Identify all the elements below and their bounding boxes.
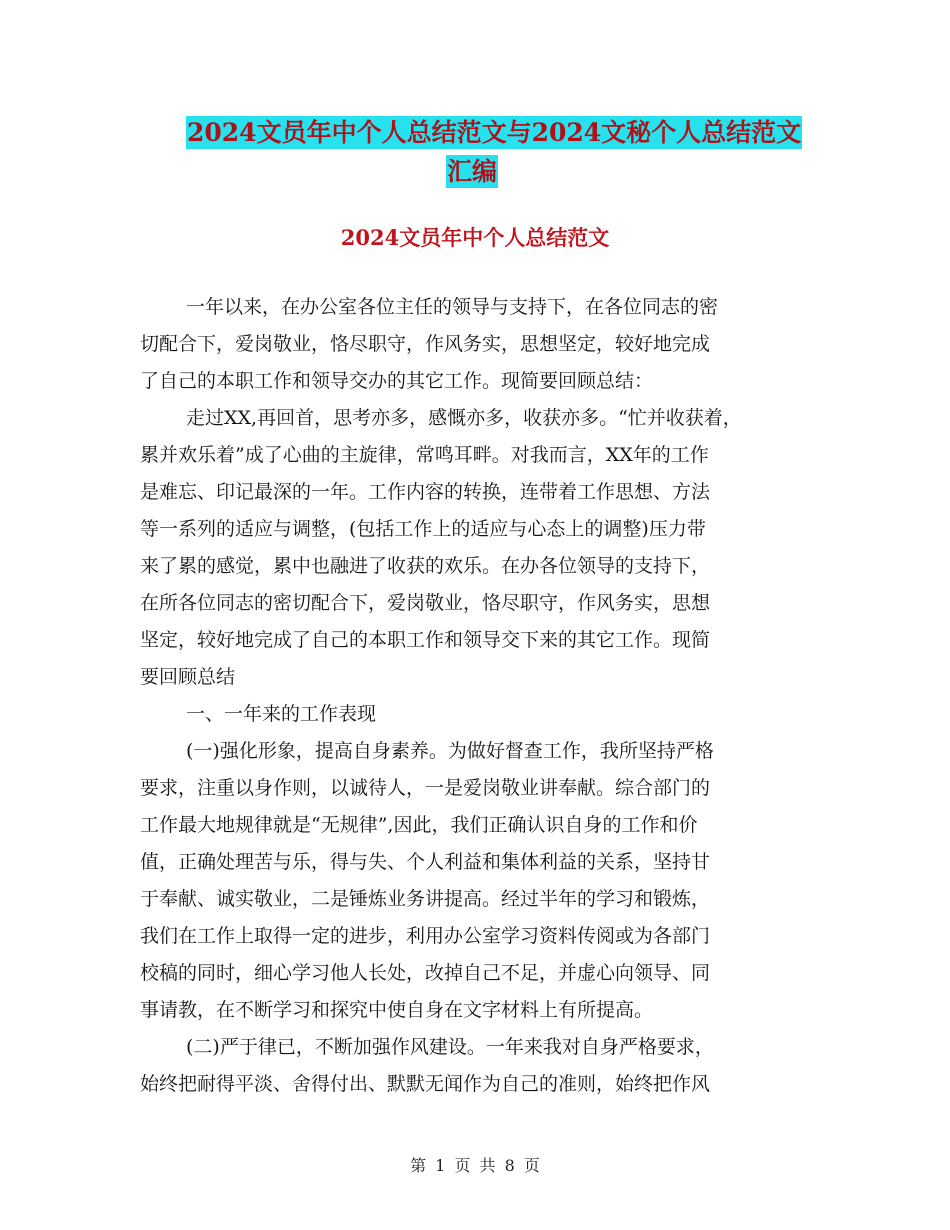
body-line: 校稿的同时，细心学习他人长处，改掉自己不足，并虚心向领导、同: [140, 962, 711, 984]
document-title-line-1: 2024文员年中个人总结范文与2024文秘个人总结范文: [187, 118, 802, 147]
body-line: 事请教，在不断学习和探究中使自身在文字材料上有所提高。: [140, 999, 654, 1021]
body-line: 等一系列的适应与调整，(包括工作上的适应与心态上的调整)压力带: [140, 518, 706, 540]
body-line: 我们在工作上取得一定的进步，利用办公室学习资料传阅或为各部门: [140, 925, 711, 947]
body-line: 在所各位同志的密切配合下，爱岗敬业，恪尽职守，作风务实，思想: [140, 592, 711, 614]
body-line: 是难忘、印记最深的一年。工作内容的转换，连带着工作思想、方法: [140, 481, 711, 503]
page-number-footer: 第 1 页 共 8 页: [410, 1156, 540, 1175]
body-line: 切配合下，爱岗敬业，恪尽职守，作风务实，思想坚定，较好地完成: [140, 333, 711, 355]
body-line: 值，正确处理苦与乐，得与失、个人利益和集体利益的关系，坚持甘: [140, 851, 711, 873]
body-line: 走过XX,再回首，思考亦多，感慨亦多，收获亦多。“忙并收获着，: [186, 407, 742, 429]
body-line: 了自己的本职工作和领导交办的其它工作。现简要回顾总结：: [140, 370, 654, 392]
body-line: (一)强化形象，提高自身素养。为做好督查工作，我所坚持严格: [186, 740, 714, 762]
body-line: 工作最大地规律就是“无规律”,因此，我们正确认识自身的工作和价: [140, 814, 698, 836]
body-line: 累并欢乐着”成了心曲的主旋律，常鸣耳畔。对我而言，XX年的工作: [140, 444, 709, 466]
body-line: 要回顾总结: [140, 666, 236, 688]
body-line: 来了累的感觉，累中也融进了收获的欢乐。在办各位领导的支持下，: [140, 555, 711, 577]
body-line: 要求，注重以身作则，以诚待人，一是爱岗敬业讲奉献。综合部门的: [140, 777, 711, 799]
body-line: 一年以来，在办公室各位主任的领导与支持下，在各位同志的密: [186, 296, 719, 318]
body-line: (二)严于律已，不断加强作风建设。一年来我对自身严格要求，: [186, 1036, 714, 1058]
body-line: 于奉献、诚实敬业，二是锤炼业务讲提高。经过半年的学习和锻炼，: [140, 888, 711, 910]
body-line: 始终把耐得平淡、舍得付出、默默无闻作为自己的准则，始终把作风: [140, 1073, 711, 1095]
section-heading: 2024文员年中个人总结范文: [340, 225, 610, 250]
document-title-line-2: 汇编: [447, 157, 498, 186]
section-subheading: 一、一年来的工作表现: [186, 703, 377, 725]
body-line: 坚定，较好地完成了自己的本职工作和领导交下来的其它工作。现简: [140, 629, 711, 651]
